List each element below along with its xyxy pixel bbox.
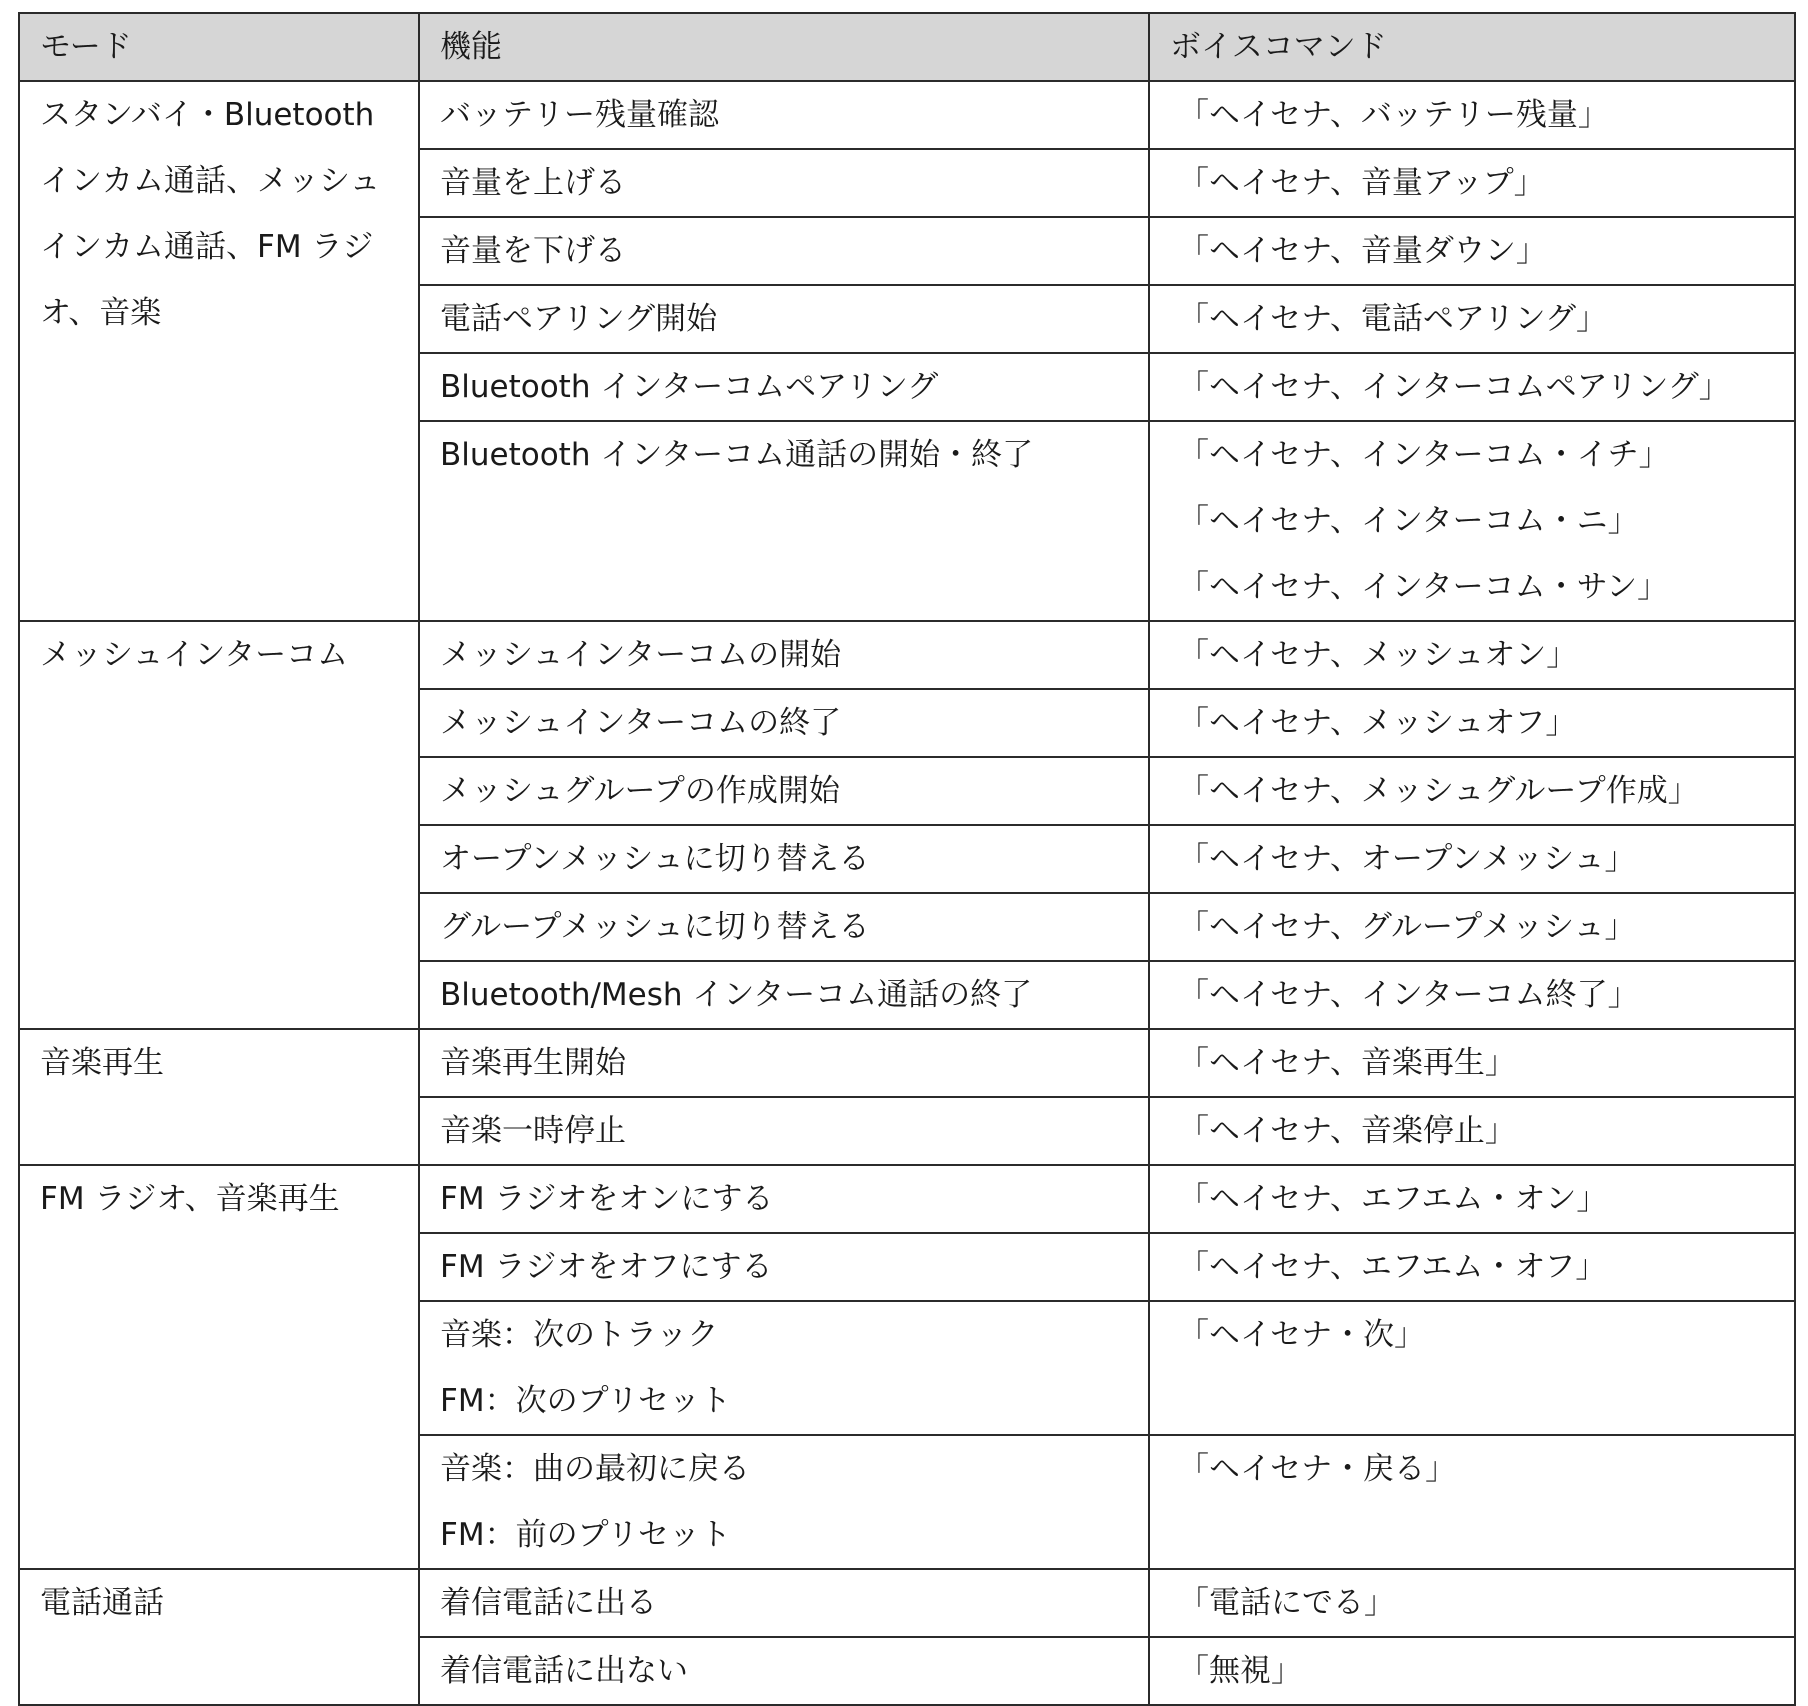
voice-command-text: 「ヘイセナ、メッシュオフ」	[1178, 705, 1577, 741]
table-row	[19, 81, 1795, 149]
function-cell	[419, 621, 1149, 689]
voice-command-cell	[1149, 1637, 1795, 1705]
mode-label-line: インカム通話、FM ラジ	[40, 229, 374, 265]
voice-command-text: 「ヘイセナ・戻る」	[1178, 1451, 1457, 1487]
mode-cell	[19, 81, 419, 621]
function-cell	[419, 1435, 1149, 1569]
mode-label-line: 電話通話	[40, 1585, 164, 1621]
voice-command-cell	[1149, 285, 1795, 353]
table-row	[19, 1569, 1795, 1637]
function-cell	[419, 1569, 1149, 1637]
voice-command-text: 「ヘイセナ、インターコム・サン」	[1178, 569, 1669, 605]
mode-cell	[19, 1569, 419, 1705]
voice-command-cell	[1149, 757, 1795, 825]
function-cell	[419, 1301, 1149, 1435]
voice-command-text: 「ヘイセナ・次」	[1178, 1317, 1426, 1353]
function-text: 音楽：曲の最初に戻る	[440, 1451, 750, 1487]
voice-command-text: 「ヘイセナ、エフエム・オン」	[1178, 1181, 1608, 1217]
function-text: 音楽再生開始	[440, 1045, 626, 1081]
function-text: オープンメッシュに切り替える	[440, 841, 870, 877]
voice-command-cell	[1149, 1435, 1795, 1569]
voice-command-cell	[1149, 81, 1795, 149]
voice-command-cell	[1149, 961, 1795, 1029]
voice-command-text: 「ヘイセナ、インターコム・ニ」	[1178, 503, 1639, 539]
mode-label-line: スタンバイ・Bluetooth	[40, 97, 375, 133]
function-text: 音量を上げる	[440, 165, 626, 201]
voice-command-cell	[1149, 1301, 1795, 1435]
function-text: Bluetooth インターコム通話の開始・終了	[440, 437, 1034, 473]
table-row	[19, 1165, 1795, 1233]
voice-command-text: 「ヘイセナ、メッシュグループ作成」	[1178, 773, 1699, 809]
table-row	[19, 1029, 1795, 1097]
function-text: メッシュインターコムの開始	[440, 637, 842, 673]
function-text: 着信電話に出る	[440, 1585, 657, 1621]
function-cell	[419, 825, 1149, 893]
function-cell	[419, 217, 1149, 285]
voice-command-cell	[1149, 149, 1795, 217]
function-cell	[419, 1637, 1149, 1705]
function-cell	[419, 421, 1149, 621]
voice-command-cell	[1149, 1569, 1795, 1637]
voice-command-text: 「ヘイセナ、音楽停止」	[1178, 1113, 1516, 1149]
mode-label-line: 音楽再生	[40, 1045, 164, 1081]
function-cell	[419, 81, 1149, 149]
function-text: グループメッシュに切り替える	[440, 909, 870, 945]
voice-command-text: 「ヘイセナ、音量アップ」	[1178, 165, 1545, 201]
function-text: 音楽一時停止	[440, 1113, 626, 1149]
voice-command-cell	[1149, 825, 1795, 893]
voice-command-cell	[1149, 1233, 1795, 1301]
voice-command-text: 「ヘイセナ、メッシュオン」	[1178, 637, 1578, 673]
function-text: Bluetooth インターコムペアリング	[440, 369, 939, 405]
function-cell	[419, 285, 1149, 353]
voice-command-cell	[1149, 689, 1795, 757]
function-cell	[419, 353, 1149, 421]
voice-command-cell	[1149, 1097, 1795, 1165]
voice-command-cell	[1149, 353, 1795, 421]
function-text: 電話ペアリング開始	[440, 301, 718, 337]
function-text: バッテリー残量確認	[440, 97, 719, 133]
voice-command-table	[18, 12, 1796, 1706]
function-text: 音量を下げる	[440, 233, 626, 269]
function-cell	[419, 961, 1149, 1029]
mode-label-line: オ、音楽	[40, 295, 162, 331]
voice-command-table-container	[18, 12, 1794, 1706]
voice-command-text: 「ヘイセナ、インターコム・イチ」	[1178, 437, 1670, 473]
voice-command-text: 「電話にでる」	[1178, 1585, 1395, 1621]
voice-command-cell	[1149, 893, 1795, 961]
voice-command-text: 「ヘイセナ、電話ペアリング」	[1178, 301, 1608, 337]
mode-cell	[19, 621, 419, 1029]
voice-command-text: 「ヘイセナ、インターコムペアリング」	[1178, 369, 1730, 405]
function-cell	[419, 1233, 1149, 1301]
header-mode: モード	[19, 13, 419, 81]
voice-command-text: 「ヘイセナ、オープンメッシュ」	[1178, 841, 1636, 877]
voice-command-text: 「ヘイセナ、音量ダウン」	[1178, 233, 1547, 269]
voice-command-cell	[1149, 421, 1795, 621]
voice-command-text: 「ヘイセナ、バッテリー残量」	[1178, 97, 1609, 133]
mode-label-line: インカム通話、メッシュ	[40, 163, 381, 199]
function-cell	[419, 149, 1149, 217]
function-text: メッシュインターコムの終了	[440, 705, 842, 741]
function-cell	[419, 1029, 1149, 1097]
table-row	[19, 621, 1795, 689]
mode-label-line: FM ラジオ、音楽再生	[40, 1181, 340, 1217]
function-text: Bluetooth/Mesh インターコム通話の終了	[440, 977, 1033, 1013]
voice-command-text: 「ヘイセナ、音楽再生」	[1178, 1045, 1516, 1081]
table-header-row	[19, 13, 1795, 81]
voice-command-text: 「ヘイセナ、グループメッシュ」	[1178, 909, 1636, 945]
function-cell	[419, 757, 1149, 825]
mode-cell	[19, 1165, 419, 1569]
header-voice-command: ボイスコマンド	[1149, 13, 1795, 81]
mode-label-line: メッシュインターコム	[40, 637, 349, 673]
function-text: FM ラジオをオンにする	[440, 1181, 774, 1217]
function-cell	[419, 689, 1149, 757]
mode-cell	[19, 1029, 419, 1165]
voice-command-text: 「ヘイセナ、エフエム・オフ」	[1178, 1249, 1607, 1285]
function-cell	[419, 1097, 1149, 1165]
table-body	[19, 81, 1795, 1705]
voice-command-text: 「ヘイセナ、インターコム終了」	[1178, 977, 1639, 1013]
function-text: 音楽：次のトラック	[440, 1317, 719, 1353]
voice-command-cell	[1149, 1165, 1795, 1233]
header-function: 機能	[419, 13, 1149, 81]
function-text: FM：次のプリセット	[440, 1383, 732, 1419]
function-text: 着信電話に出ない	[440, 1653, 688, 1689]
function-cell	[419, 893, 1149, 961]
function-text: メッシュグループの作成開始	[440, 773, 840, 809]
voice-command-cell	[1149, 621, 1795, 689]
voice-command-text: 「無視」	[1178, 1653, 1302, 1689]
function-text: FM ラジオをオフにする	[440, 1249, 773, 1285]
function-text: FM：前のプリセット	[440, 1517, 732, 1553]
function-cell	[419, 1165, 1149, 1233]
voice-command-cell	[1149, 217, 1795, 285]
voice-command-cell	[1149, 1029, 1795, 1097]
